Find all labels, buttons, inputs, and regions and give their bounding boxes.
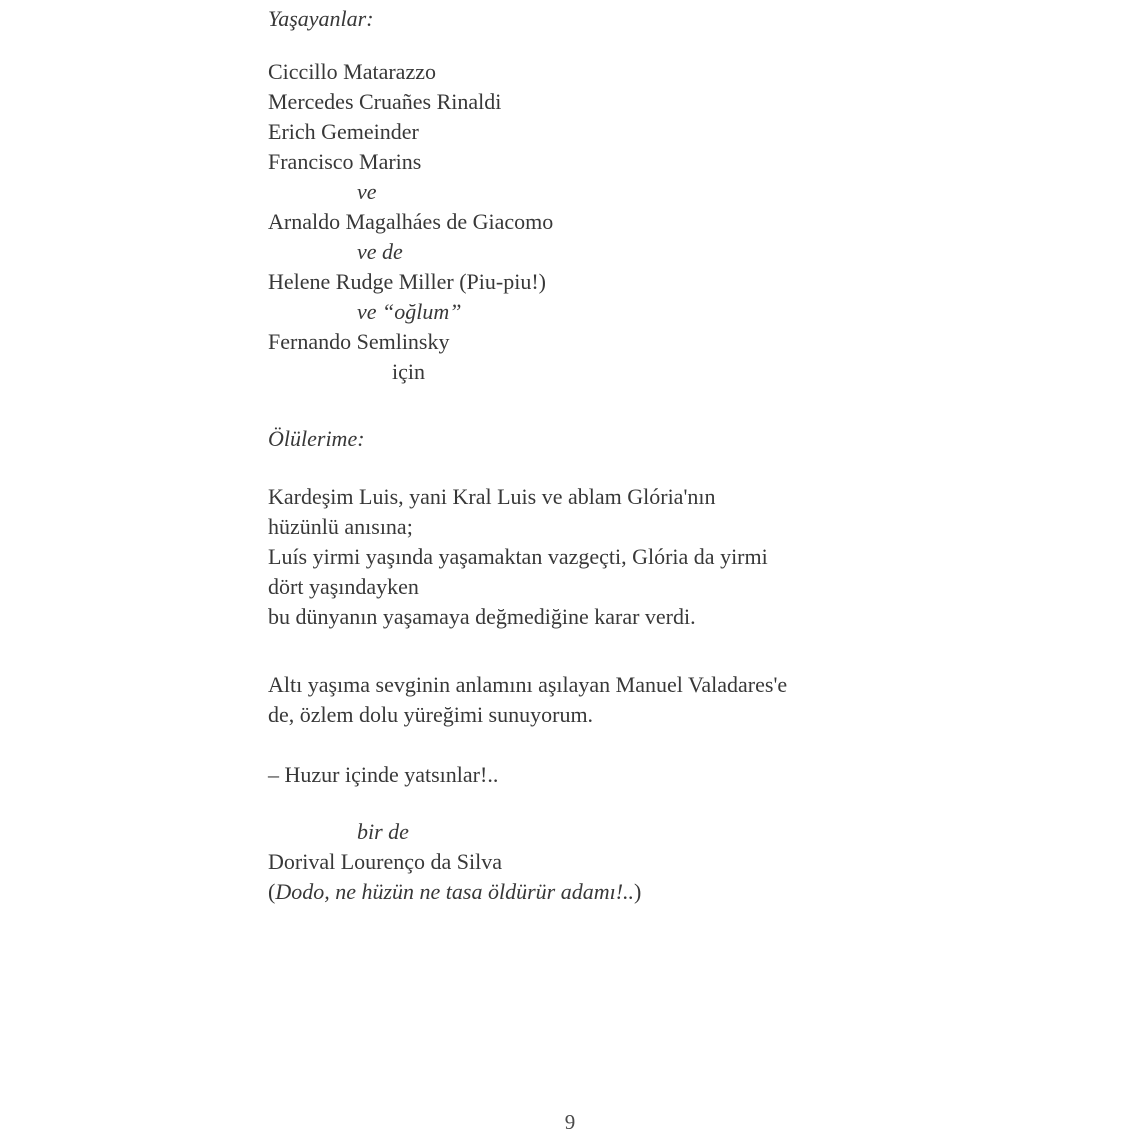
living-name-arnaldo: Arnaldo Magalháes de Giacomo — [268, 209, 554, 234]
dodo-line — [268, 877, 918, 907]
dead-heading: Ölülerime: — [268, 426, 365, 451]
conjunction-ve: ve — [357, 179, 377, 204]
conjunction-bir-de: bir de — [357, 819, 409, 844]
conjunction-ve-oglum: ve “oğlum” — [357, 299, 462, 324]
rest-in-peace-line: – Huzur içinde yatsınlar!.. — [268, 762, 499, 787]
living-name: Francisco Marins — [268, 149, 422, 174]
dodo-paren-open: ( — [268, 879, 276, 904]
memoriam-line: Kardeşim Luis, yani Kral Luis ve ablam Glória'nın — [268, 484, 716, 509]
dedication-text-block — [268, 4, 918, 907]
living-name: Erich Gemeinder — [268, 119, 419, 144]
living-heading: Yaşayanlar: — [268, 6, 374, 31]
manuel-line: de, özlem dolu yüreğimi sunuyorum. — [268, 702, 594, 727]
for-word: için — [392, 359, 425, 384]
living-name: Mercedes Cruañes Rinaldi — [268, 89, 502, 114]
living-name-fernando: Fernando Semlinsky — [268, 329, 450, 354]
memoriam-line: hüzünlü anısına; — [268, 514, 413, 539]
conjunction-ve-de: ve de — [357, 239, 403, 264]
manuel-line: Altı yaşıma sevginin anlamını aşılayan Manuel Valadares'e — [268, 672, 788, 697]
memoriam-line: dört yaşındayken — [268, 574, 419, 599]
dodo-italic-text: Dodo, ne hüzün ne tasa öldürür adamı!.. — [275, 879, 635, 904]
dodo-paren-close: ) — [634, 879, 642, 904]
name-dorival: Dorival Lourenço da Silva — [268, 849, 502, 874]
living-name: Ciccillo Matarazzo — [268, 59, 436, 84]
memoriam-line: Luís yirmi yaşında yaşamaktan vazgeçti, Glória da yirmi — [268, 544, 768, 569]
memoriam-line: bu dünyanın yaşamaya değmediğine karar verdi. — [268, 604, 696, 629]
living-name-helene: Helene Rudge Miller (Piu-piu!) — [268, 269, 546, 294]
page-number: 9 — [564, 1110, 576, 1134]
